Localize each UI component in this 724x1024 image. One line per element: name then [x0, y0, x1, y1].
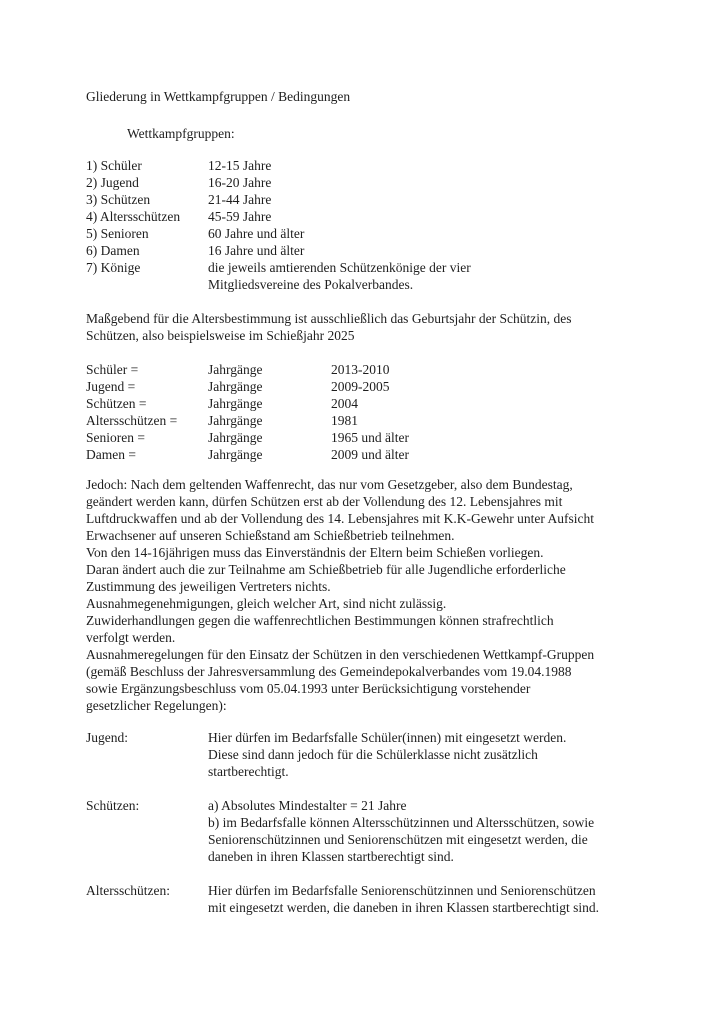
exception-text-line: startberechtigt.	[208, 764, 289, 779]
group-number-name: 1) Schüler	[86, 158, 142, 173]
exception-text-line: Hier dürfen im Bedarfsfalle Seniorenschützinnen und Seniorenschützen	[208, 883, 596, 898]
legal-line: Luftdruckwaffen und ab der Vollendung des 14. Lebensjahres mit K.K-Gewehr unter Aufsicht	[86, 511, 594, 526]
vintage-group: Jugend =	[86, 379, 136, 394]
document-content	[86, 88, 651, 916]
age-determination-note	[86, 310, 651, 344]
exception-block-altersschuetzen	[86, 882, 651, 916]
document-title: Gliederung in Wettkampfgruppen / Bedingungen	[86, 89, 351, 104]
vintage-group: Altersschützen =	[86, 413, 178, 428]
vintage-jahrgaenge-label: Jahrgänge	[208, 362, 263, 377]
legal-line: Erwachsener auf unseren Schießstand am Schießbetrieb teilnehmen.	[86, 528, 455, 543]
legal-line: Jedoch: Nach dem geltenden Waffenrecht, das nur vom Gesetzgeber, also dem Bundestag,	[86, 477, 573, 492]
vintage-group: Schüler =	[86, 362, 139, 377]
vintage-row	[86, 429, 651, 446]
group-row	[86, 208, 651, 225]
legal-line: Von den 14-16jährigen muss das Einverständnis der Eltern beim Schießen vorliegen.	[86, 545, 544, 560]
group-list	[86, 157, 651, 293]
group-number-name: 6) Damen	[86, 243, 140, 258]
group-age-line: Mitgliedsvereine des Pokalverbandes.	[208, 277, 414, 292]
vintage-years: 2004	[331, 396, 358, 411]
group-row	[86, 174, 651, 191]
exception-text	[208, 797, 651, 865]
group-age-range: 45-59 Jahre	[208, 209, 272, 224]
group-age-range: 60 Jahre und älter	[208, 226, 305, 241]
group-number-name: 4) Altersschützen	[86, 209, 181, 224]
vintage-group: Senioren =	[86, 430, 145, 445]
section-heading-wettkampfgruppen: Wettkampfgruppen:	[127, 126, 235, 141]
group-number-name: 5) Senioren	[86, 226, 149, 241]
legal-line: (gemäß Beschluss der Jahresversammlung des Gemeindepokalverbandes vom 19.04.1988	[86, 664, 572, 679]
exception-text-line: Seniorenschützinnen und Seniorenschützen mit eingesetzt werden, die	[208, 832, 588, 847]
vintage-years: 1965 und älter	[331, 430, 409, 445]
vintage-jahrgaenge-label: Jahrgänge	[208, 430, 263, 445]
exceptions-list	[86, 729, 651, 916]
exception-text-line: Hier dürfen im Bedarfsfalle Schüler(innen) mit eingesetzt werden.	[208, 730, 567, 745]
legal-line: sowie Ergänzungsbeschluss vom 05.04.1993 unter Berücksichtigung vorstehender	[86, 681, 531, 696]
exception-label: Jugend:	[86, 730, 128, 745]
vintage-years: 1981	[331, 413, 358, 428]
age-note-line: Schützen, also beispielsweise im Schießjahr 2025	[86, 328, 355, 343]
legal-line: Ausnahmeregelungen für den Einsatz der Schützen in den verschiedenen Wettkampf-Gruppen	[86, 647, 595, 662]
exception-text-line: b) im Bedarfsfalle können Altersschützinnen und Altersschützen, sowie	[208, 815, 595, 830]
exception-text	[208, 729, 651, 780]
vintage-jahrgaenge-label: Jahrgänge	[208, 447, 263, 462]
exception-block-jugend	[86, 729, 651, 780]
exception-text-line: mit eingesetzt werden, die daneben in ihren Klassen startberechtigt sind.	[208, 900, 599, 915]
group-age-line: die jeweils amtierenden Schützenkönige der vier	[208, 260, 471, 275]
legal-line: gesetzlicher Regelungen):	[86, 698, 227, 713]
vintage-row	[86, 412, 651, 429]
vintage-jahrgaenge-label: Jahrgänge	[208, 379, 263, 394]
group-row	[86, 242, 651, 259]
vintage-group: Damen =	[86, 447, 136, 462]
group-number-name: 2) Jugend	[86, 175, 139, 190]
group-row	[86, 259, 651, 293]
group-row	[86, 157, 651, 174]
exception-text	[208, 882, 651, 916]
legal-line: geändert werden kann, dürfen Schützen erst ab der Vollendung des 12. Lebensjahres mit	[86, 494, 563, 509]
legal-paragraph	[86, 476, 651, 714]
group-row	[86, 191, 651, 208]
vintage-table	[86, 361, 651, 463]
age-note-line: Maßgebend für die Altersbestimmung ist ausschließlich das Geburtsjahr der Schützin, des	[86, 311, 572, 326]
vintage-row	[86, 395, 651, 412]
vintage-row	[86, 378, 651, 395]
group-age-range: 12-15 Jahre	[208, 158, 272, 173]
legal-line: Zuwiderhandlungen gegen die waffenrechtlichen Bestimmungen können strafrechtlich	[86, 613, 554, 628]
legal-line: Daran ändert auch die zur Teilnahme am Schießbetrieb für alle Jugendliche erforderliche	[86, 562, 566, 577]
exception-label: Altersschützen:	[86, 883, 170, 898]
group-number-name: 7) Könige	[86, 260, 141, 275]
group-age-range: 16 Jahre und älter	[208, 243, 305, 258]
vintage-years: 2009 und älter	[331, 447, 409, 462]
vintage-years: 2009-2005	[331, 379, 390, 394]
group-age-range: 16-20 Jahre	[208, 175, 272, 190]
vintage-jahrgaenge-label: Jahrgänge	[208, 396, 263, 411]
exception-label: Schützen:	[86, 798, 140, 813]
group-age-range	[208, 259, 651, 293]
group-number-name: 3) Schützen	[86, 192, 151, 207]
vintage-years: 2013-2010	[331, 362, 390, 377]
exception-text-line: a) Absolutes Mindestalter = 21 Jahre	[208, 798, 407, 813]
exception-text-line: Diese sind dann jedoch für die Schülerklasse nicht zusätzlich	[208, 747, 538, 762]
legal-line: Ausnahmegenehmigungen, gleich welcher Art, sind nicht zulässig.	[86, 596, 447, 611]
group-row	[86, 225, 651, 242]
legal-line: Zustimmung des jeweiligen Vertreters nichts.	[86, 579, 331, 594]
vintage-row	[86, 361, 651, 378]
vintage-jahrgaenge-label: Jahrgänge	[208, 413, 263, 428]
exception-text-line: daneben in ihren Klassen startberechtigt sind.	[208, 849, 454, 864]
legal-line: verfolgt werden.	[86, 630, 176, 645]
vintage-row	[86, 446, 651, 463]
exception-block-schuetzen	[86, 797, 651, 865]
group-age-range: 21-44 Jahre	[208, 192, 272, 207]
vintage-group: Schützen =	[86, 396, 147, 411]
